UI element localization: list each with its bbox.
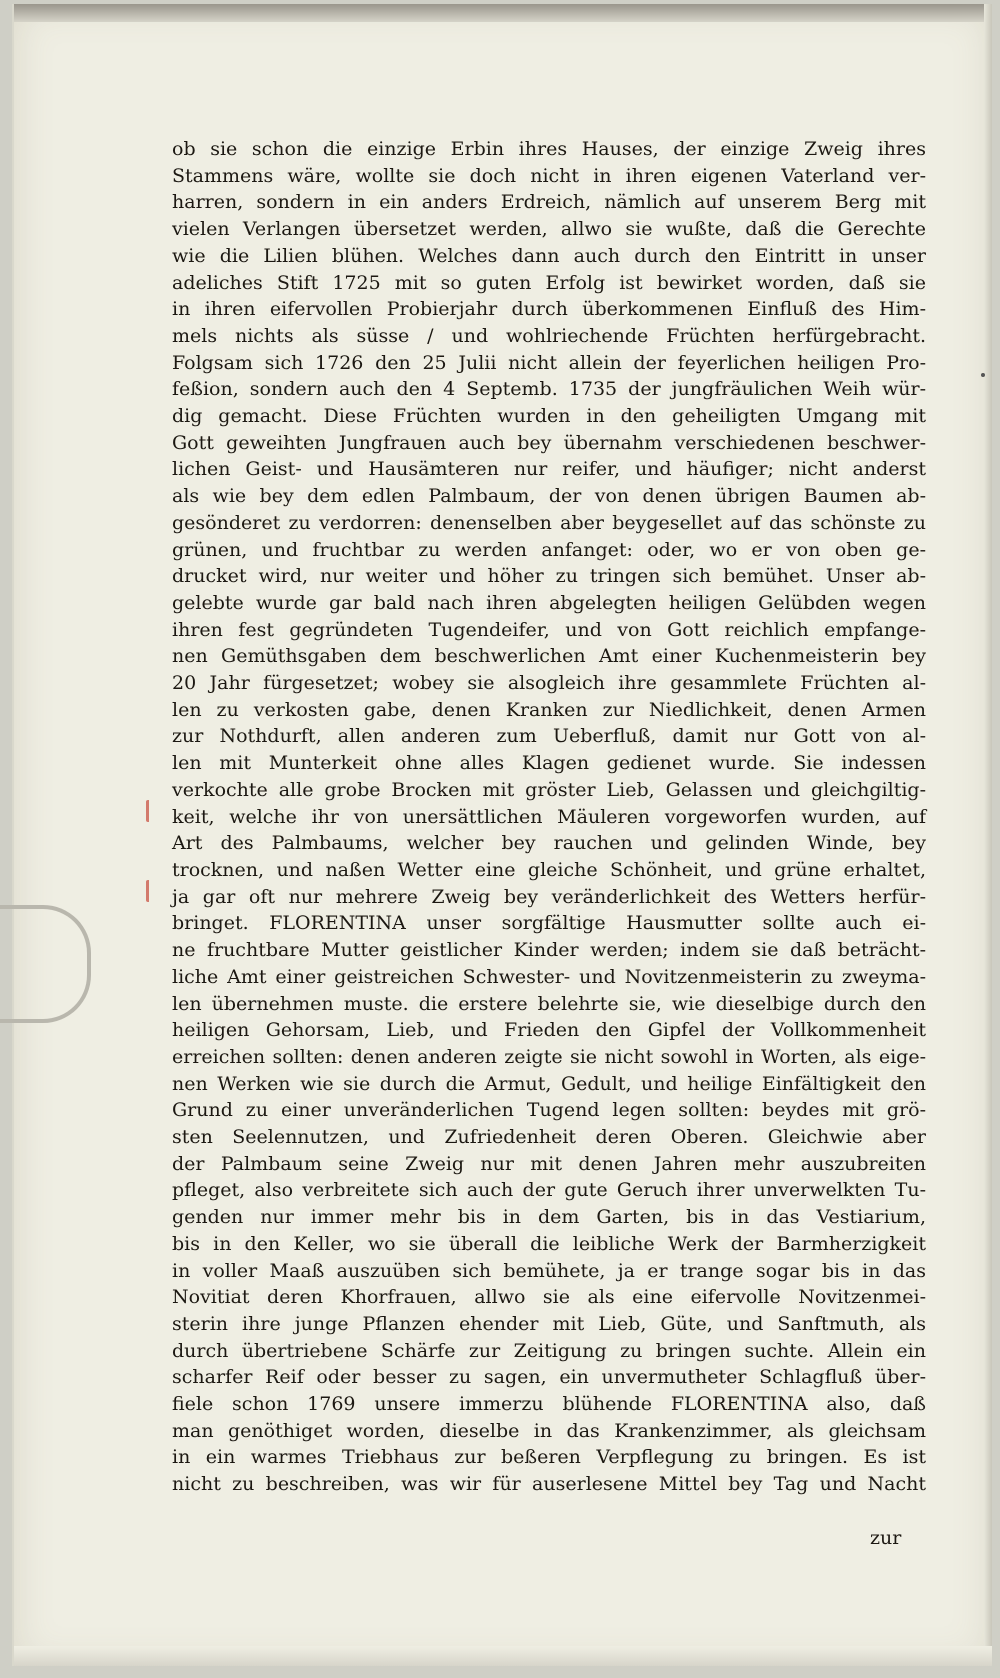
text-line: als wie bey dem edlen Palmbaum, der von denen übrigen Baumen ab- bbox=[172, 485, 926, 508]
text-line: verkochte alle grobe Brocken mit gröster Lieb, Gelassen und gleichgiltig- bbox=[172, 778, 926, 801]
text-line: mels nichts als süsse / und wohlriechende Früchten herfürgebracht. bbox=[172, 324, 926, 347]
text-line: keit, welche ihr von unersättlichen Mäuleren vorgeworfen wurden, auf bbox=[172, 805, 926, 828]
text-line: Art des Palmbaums, welcher bey rauchen und gelinden Winde, bey bbox=[172, 832, 926, 855]
text-line: erreichen sollten: denen anderen zeigte sie nicht sowohl in Worten, als eige- bbox=[172, 1045, 926, 1068]
red-margin-mark bbox=[146, 800, 161, 822]
text-line: len übernehmen muste. die erstere belehrte sie, wie dieselbige durch den bbox=[172, 992, 926, 1015]
text-line: bis in den Keller, wo sie überall die leibliche Werk der Barmherzigkeit bbox=[172, 1232, 926, 1255]
text-line: Stammens wäre, wollte sie doch nicht in ihren eigenen Vaterland ver- bbox=[172, 164, 926, 187]
text-line: gelebte wurde gar bald nach ihren abgelegten heiligen Gelübden wegen bbox=[172, 591, 926, 614]
text-line: harren, sondern in ein anders Erdreich, nämlich auf unserem Berg mit bbox=[172, 191, 926, 214]
text-line: pfleget, also verbreitete sich auch der gute Geruch ihrer unverwelkten Tu- bbox=[172, 1179, 926, 1202]
text-line: len mit Munterkeit ohne alles Klagen gedienet wurde. Sie indessen bbox=[172, 752, 926, 775]
text-line: ne fruchtbare Mutter geistlicher Kinder werden; indem sie daß beträcht- bbox=[172, 939, 926, 962]
text-line: vielen Verlangen übersetzet werden, allwo sie wußte, daß die Gerechte bbox=[172, 218, 926, 241]
text-line: Novitiat deren Khorfrauen, allwo sie als eine eifervolle Novitzenmei- bbox=[172, 1286, 926, 1309]
text-line: feßion, sondern auch den 4 Septemb. 1735 der jungfräulichen Weih wür- bbox=[172, 378, 926, 401]
text-line: sterin ihre junge Pflanzen ehender mit Lieb, Güte, und Sanftmuth, als bbox=[172, 1312, 926, 1335]
paper-clip-mark bbox=[0, 905, 91, 1023]
text-line: in ein warmes Triebhaus zur beßeren Verpflegung zu bringen. Es ist bbox=[172, 1446, 926, 1469]
text-line: nen Gemüthsgaben dem beschwerlichen Amt einer Kuchenmeisterin bey bbox=[172, 645, 926, 668]
text-line: sten Seelennutzen, und Zufriedenheit deren Oberen. Gleichwie aber bbox=[172, 1126, 926, 1149]
text-line: Folgsam sich 1726 den 25 Julii nicht allein der feyerlichen heiligen Pro- bbox=[172, 351, 926, 374]
catchword: zur bbox=[870, 1527, 902, 1549]
text-line: in ihren eifervollen Probierjahr durch überkommenen Einfluß des Him- bbox=[172, 298, 926, 321]
text-line: ob sie schon die einzige Erbin ihres Hauses, der einzige Zweig ihres bbox=[172, 138, 926, 160]
text-line: lichen Geist- und Hausämteren nur reifer, und häufiger; nicht anderst bbox=[172, 458, 926, 481]
page-right-edge bbox=[984, 4, 992, 1666]
text-line: scharfer Reif oder besser zu sagen, ein unvermutheter Schlagfluß über- bbox=[172, 1366, 926, 1389]
text-line: Grund zu einer unveränderlichen Tugend legen sollten: beydes mit grö- bbox=[172, 1099, 926, 1122]
text-line: durch übertriebene Schärfe zur Zeitigung zu bringen suchte. Allein ein bbox=[172, 1339, 926, 1362]
text-line: 20 Jahr fürgesetzet; wobey sie alsogleich ihre gesammlete Früchten al- bbox=[172, 672, 926, 695]
text-line: len zu verkosten gabe, denen Kranken zur Niedlichkeit, denen Armen bbox=[172, 698, 926, 721]
page-bottom-edge bbox=[14, 1646, 992, 1666]
ink-dot bbox=[981, 373, 985, 377]
text-line: grünen, und fruchtbar zu werden anfanget: oder, wo er von oben ge- bbox=[172, 538, 926, 561]
text-line: Gott geweihten Jungfrauen auch bey übernahm verschiedenen beschwer- bbox=[172, 431, 926, 454]
text-line: heiligen Gehorsam, Lieb, und Frieden den Gipfel der Vollkommenheit bbox=[172, 1019, 926, 1042]
page-top-edge bbox=[14, 4, 992, 22]
text-line: liche Amt einer geistreichen Schwester- und Novitzenmeisterin zu zweyma- bbox=[172, 965, 926, 988]
text-line: drucket wird, nur weiter und höher zu tringen sich bemühet. Unser ab- bbox=[172, 565, 926, 588]
text-line: zur Nothdurft, allen anderen zum Ueberfluß, damit nur Gott von al- bbox=[172, 725, 926, 748]
text-line: genden nur immer mehr bis in dem Garten, bis in das Vestiarium, bbox=[172, 1206, 926, 1229]
text-line: der Palmbaum seine Zweig nur mit denen Jahren mehr auszubreiten bbox=[172, 1152, 926, 1175]
text-line: wie die Lilien blühen. Welches dann auch durch den Eintritt in unser bbox=[172, 244, 926, 267]
text-line: nen Werken wie sie durch die Armut, Gedult, und heilige Einfältigkeit den bbox=[172, 1072, 926, 1095]
body-text bbox=[172, 136, 926, 1556]
text-line: dig gemacht. Diese Früchten wurden in den geheiligten Umgang mit bbox=[172, 405, 926, 428]
text-line: bringet. FLORENTINA unser sorgfältige Hausmutter sollte auch ei- bbox=[172, 912, 926, 935]
text-line: nicht zu beschreiben, was wir für auserlesene Mittel bey Tag und Nacht bbox=[172, 1473, 926, 1496]
red-margin-mark bbox=[146, 880, 161, 902]
text-line: man genöthiget worden, dieselbe in das Krankenzimmer, als gleichsam bbox=[172, 1419, 926, 1442]
text-line: fiele schon 1769 unsere immerzu blühende FLORENTINA also, daß bbox=[172, 1393, 926, 1416]
text-line: gesönderet zu verdorren: denenselben aber beygesellet auf das schönste zu bbox=[172, 511, 926, 534]
text-line: adeliches Stift 1725 mit so guten Erfolg ist bewirket worden, daß sie bbox=[172, 271, 926, 294]
text-line: trocknen, und naßen Wetter eine gleiche Schönheit, und grüne erhaltet, bbox=[172, 858, 926, 881]
text-line: ja gar oft nur mehrere Zweig bey veränderlichkeit des Wetters herfür- bbox=[172, 885, 926, 908]
text-line: in voller Maaß auszuüben sich bemühete, ja er trange sogar bis in das bbox=[172, 1259, 926, 1282]
text-line: ihren fest gegründeten Tugendeifer, und von Gott reichlich empfange- bbox=[172, 618, 926, 641]
